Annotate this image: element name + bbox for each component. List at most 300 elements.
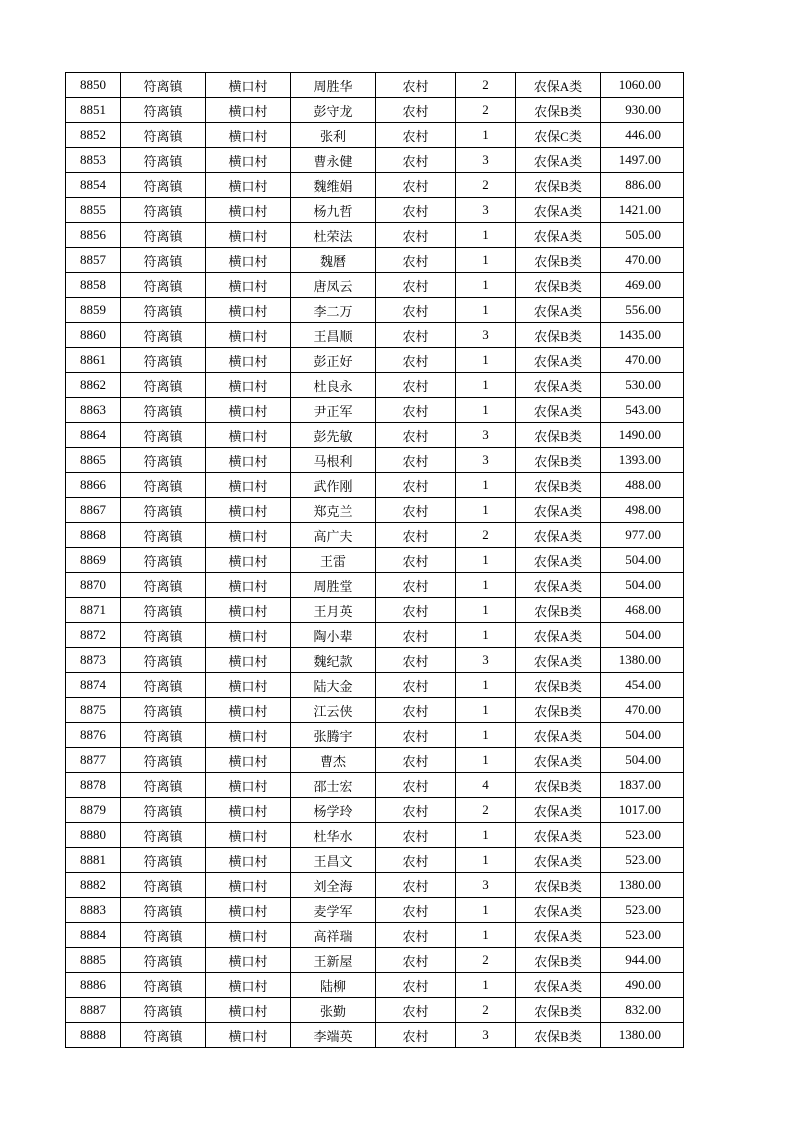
cell-id: 8862 <box>66 373 121 398</box>
table-row <box>66 598 684 623</box>
cell-category: 农保B类 <box>516 1023 601 1048</box>
cell-name: 张腾宇 <box>291 723 376 748</box>
cell-count: 2 <box>456 798 516 823</box>
cell-name: 马根利 <box>291 448 376 473</box>
cell-name: 麦学军 <box>291 898 376 923</box>
cell-type: 农村 <box>376 323 456 348</box>
cell-name: 王雷 <box>291 548 376 573</box>
cell-id: 8858 <box>66 273 121 298</box>
cell-count: 1 <box>456 748 516 773</box>
cell-town: 符离镇 <box>121 673 206 698</box>
cell-town: 符离镇 <box>121 573 206 598</box>
cell-count: 2 <box>456 998 516 1023</box>
cell-amount: 523.00 <box>601 823 684 848</box>
cell-village: 横口村 <box>206 248 291 273</box>
cell-village: 横口村 <box>206 873 291 898</box>
cell-category: 农保A类 <box>516 198 601 223</box>
cell-town: 符离镇 <box>121 423 206 448</box>
cell-town: 符离镇 <box>121 98 206 123</box>
table-row <box>66 723 684 748</box>
cell-town: 符离镇 <box>121 473 206 498</box>
cell-category: 农保C类 <box>516 123 601 148</box>
cell-name: 周胜华 <box>291 73 376 98</box>
cell-count: 1 <box>456 348 516 373</box>
table-row <box>66 448 684 473</box>
cell-village: 横口村 <box>206 1023 291 1048</box>
cell-type: 农村 <box>376 548 456 573</box>
cell-type: 农村 <box>376 523 456 548</box>
cell-name: 魏纪款 <box>291 648 376 673</box>
cell-amount: 1393.00 <box>601 448 684 473</box>
cell-category: 农保B类 <box>516 473 601 498</box>
cell-town: 符离镇 <box>121 348 206 373</box>
cell-village: 横口村 <box>206 223 291 248</box>
cell-town: 符离镇 <box>121 923 206 948</box>
cell-id: 8866 <box>66 473 121 498</box>
cell-count: 1 <box>456 973 516 998</box>
cell-type: 农村 <box>376 1023 456 1048</box>
cell-town: 符离镇 <box>121 873 206 898</box>
cell-name: 彭守龙 <box>291 98 376 123</box>
cell-count: 3 <box>456 323 516 348</box>
cell-count: 2 <box>456 523 516 548</box>
cell-id: 8878 <box>66 773 121 798</box>
cell-name: 高广夫 <box>291 523 376 548</box>
cell-name: 彭先敏 <box>291 423 376 448</box>
cell-name: 杨学玲 <box>291 798 376 823</box>
table-row <box>66 323 684 348</box>
cell-name: 江云侠 <box>291 698 376 723</box>
cell-amount: 446.00 <box>601 123 684 148</box>
table-row <box>66 798 684 823</box>
cell-town: 符离镇 <box>121 648 206 673</box>
cell-name: 尹正军 <box>291 398 376 423</box>
cell-count: 3 <box>456 448 516 473</box>
cell-count: 3 <box>456 873 516 898</box>
cell-town: 符离镇 <box>121 623 206 648</box>
cell-category: 农保A类 <box>516 848 601 873</box>
cell-count: 1 <box>456 123 516 148</box>
cell-village: 横口村 <box>206 473 291 498</box>
cell-count: 1 <box>456 673 516 698</box>
cell-amount: 530.00 <box>601 373 684 398</box>
cell-name: 陆柳 <box>291 973 376 998</box>
cell-count: 3 <box>456 198 516 223</box>
table-row <box>66 348 684 373</box>
cell-village: 横口村 <box>206 898 291 923</box>
cell-category: 农保A类 <box>516 923 601 948</box>
cell-type: 农村 <box>376 373 456 398</box>
cell-amount: 886.00 <box>601 173 684 198</box>
cell-type: 农村 <box>376 648 456 673</box>
cell-category: 农保B类 <box>516 248 601 273</box>
cell-village: 横口村 <box>206 798 291 823</box>
cell-count: 1 <box>456 223 516 248</box>
cell-amount: 1380.00 <box>601 1023 684 1048</box>
table-row <box>66 98 684 123</box>
cell-count: 1 <box>456 373 516 398</box>
cell-village: 横口村 <box>206 73 291 98</box>
table-row <box>66 498 684 523</box>
cell-town: 符离镇 <box>121 373 206 398</box>
cell-id: 8877 <box>66 748 121 773</box>
cell-id: 8887 <box>66 998 121 1023</box>
cell-count: 1 <box>456 248 516 273</box>
cell-type: 农村 <box>376 848 456 873</box>
cell-amount: 470.00 <box>601 348 684 373</box>
cell-town: 符离镇 <box>121 398 206 423</box>
cell-town: 符离镇 <box>121 723 206 748</box>
cell-amount: 504.00 <box>601 623 684 648</box>
cell-type: 农村 <box>376 498 456 523</box>
cell-category: 农保B类 <box>516 698 601 723</box>
cell-village: 横口村 <box>206 148 291 173</box>
cell-type: 农村 <box>376 73 456 98</box>
cell-type: 农村 <box>376 448 456 473</box>
cell-amount: 504.00 <box>601 548 684 573</box>
cell-town: 符离镇 <box>121 198 206 223</box>
cell-type: 农村 <box>376 773 456 798</box>
table-body <box>66 73 684 1048</box>
cell-count: 3 <box>456 148 516 173</box>
cell-village: 横口村 <box>206 398 291 423</box>
pension-table <box>65 72 684 1048</box>
cell-id: 8871 <box>66 598 121 623</box>
cell-category: 农保B类 <box>516 423 601 448</box>
cell-id: 8873 <box>66 648 121 673</box>
cell-name: 曹杰 <box>291 748 376 773</box>
cell-type: 农村 <box>376 273 456 298</box>
cell-town: 符离镇 <box>121 823 206 848</box>
cell-name: 杜荣法 <box>291 223 376 248</box>
cell-town: 符离镇 <box>121 223 206 248</box>
cell-category: 农保A类 <box>516 798 601 823</box>
cell-id: 8864 <box>66 423 121 448</box>
table-row <box>66 898 684 923</box>
cell-name: 唐凤云 <box>291 273 376 298</box>
cell-amount: 504.00 <box>601 748 684 773</box>
cell-amount: 1380.00 <box>601 648 684 673</box>
cell-category: 农保A类 <box>516 748 601 773</box>
cell-town: 符离镇 <box>121 798 206 823</box>
cell-amount: 523.00 <box>601 923 684 948</box>
cell-town: 符离镇 <box>121 898 206 923</box>
cell-name: 杨九哲 <box>291 198 376 223</box>
table-row <box>66 248 684 273</box>
cell-type: 农村 <box>376 573 456 598</box>
table-row <box>66 998 684 1023</box>
cell-category: 农保B类 <box>516 773 601 798</box>
cell-type: 农村 <box>376 798 456 823</box>
cell-amount: 556.00 <box>601 298 684 323</box>
cell-village: 横口村 <box>206 123 291 148</box>
table-row <box>66 873 684 898</box>
cell-name: 高祥瑞 <box>291 923 376 948</box>
cell-category: 农保A类 <box>516 973 601 998</box>
cell-village: 横口村 <box>206 173 291 198</box>
cell-town: 符离镇 <box>121 848 206 873</box>
cell-village: 横口村 <box>206 273 291 298</box>
cell-town: 符离镇 <box>121 248 206 273</box>
table-row <box>66 573 684 598</box>
cell-type: 农村 <box>376 723 456 748</box>
cell-amount: 1490.00 <box>601 423 684 448</box>
cell-amount: 469.00 <box>601 273 684 298</box>
cell-type: 农村 <box>376 673 456 698</box>
cell-name: 张利 <box>291 123 376 148</box>
cell-category: 农保A类 <box>516 648 601 673</box>
table-row <box>66 523 684 548</box>
cell-town: 符离镇 <box>121 698 206 723</box>
table-row <box>66 923 684 948</box>
table-row <box>66 948 684 973</box>
cell-category: 农保A类 <box>516 223 601 248</box>
cell-town: 符离镇 <box>121 148 206 173</box>
cell-id: 8885 <box>66 948 121 973</box>
cell-category: 农保B类 <box>516 998 601 1023</box>
cell-town: 符离镇 <box>121 773 206 798</box>
table-row <box>66 373 684 398</box>
cell-village: 横口村 <box>206 973 291 998</box>
cell-id: 8880 <box>66 823 121 848</box>
cell-village: 横口村 <box>206 298 291 323</box>
table-row <box>66 398 684 423</box>
cell-name: 魏维娟 <box>291 173 376 198</box>
cell-count: 2 <box>456 98 516 123</box>
cell-category: 农保B类 <box>516 173 601 198</box>
cell-amount: 523.00 <box>601 848 684 873</box>
cell-amount: 470.00 <box>601 698 684 723</box>
cell-id: 8888 <box>66 1023 121 1048</box>
cell-town: 符离镇 <box>121 598 206 623</box>
table-row <box>66 548 684 573</box>
cell-name: 武作刚 <box>291 473 376 498</box>
cell-type: 农村 <box>376 423 456 448</box>
cell-category: 农保A类 <box>516 898 601 923</box>
cell-id: 8861 <box>66 348 121 373</box>
cell-village: 横口村 <box>206 698 291 723</box>
cell-count: 2 <box>456 73 516 98</box>
cell-village: 横口村 <box>206 723 291 748</box>
cell-id: 8867 <box>66 498 121 523</box>
cell-amount: 468.00 <box>601 598 684 623</box>
cell-count: 1 <box>456 848 516 873</box>
cell-amount: 977.00 <box>601 523 684 548</box>
cell-amount: 1497.00 <box>601 148 684 173</box>
cell-count: 3 <box>456 648 516 673</box>
cell-id: 8863 <box>66 398 121 423</box>
cell-town: 符离镇 <box>121 748 206 773</box>
cell-category: 农保B类 <box>516 673 601 698</box>
cell-amount: 504.00 <box>601 723 684 748</box>
cell-count: 1 <box>456 598 516 623</box>
cell-category: 农保A类 <box>516 73 601 98</box>
cell-type: 农村 <box>376 623 456 648</box>
cell-town: 符离镇 <box>121 973 206 998</box>
cell-count: 2 <box>456 948 516 973</box>
cell-count: 1 <box>456 398 516 423</box>
cell-type: 农村 <box>376 873 456 898</box>
cell-id: 8886 <box>66 973 121 998</box>
cell-id: 8860 <box>66 323 121 348</box>
cell-village: 横口村 <box>206 823 291 848</box>
cell-name: 王昌顺 <box>291 323 376 348</box>
cell-id: 8875 <box>66 698 121 723</box>
cell-village: 横口村 <box>206 373 291 398</box>
cell-amount: 505.00 <box>601 223 684 248</box>
cell-amount: 1380.00 <box>601 873 684 898</box>
cell-type: 农村 <box>376 948 456 973</box>
cell-amount: 454.00 <box>601 673 684 698</box>
cell-name: 魏曆 <box>291 248 376 273</box>
cell-category: 农保B类 <box>516 273 601 298</box>
cell-town: 符离镇 <box>121 498 206 523</box>
cell-village: 横口村 <box>206 923 291 948</box>
cell-count: 1 <box>456 273 516 298</box>
cell-category: 农保A类 <box>516 548 601 573</box>
cell-village: 横口村 <box>206 848 291 873</box>
cell-name: 曹永健 <box>291 148 376 173</box>
cell-town: 符离镇 <box>121 523 206 548</box>
cell-count: 1 <box>456 473 516 498</box>
table-row <box>66 823 684 848</box>
cell-town: 符离镇 <box>121 273 206 298</box>
cell-id: 8882 <box>66 873 121 898</box>
cell-count: 4 <box>456 773 516 798</box>
cell-type: 农村 <box>376 598 456 623</box>
cell-name: 刘全海 <box>291 873 376 898</box>
cell-village: 横口村 <box>206 773 291 798</box>
table-row <box>66 648 684 673</box>
cell-category: 农保A类 <box>516 498 601 523</box>
table-row <box>66 148 684 173</box>
cell-village: 横口村 <box>206 548 291 573</box>
cell-type: 农村 <box>376 998 456 1023</box>
cell-count: 1 <box>456 923 516 948</box>
cell-type: 农村 <box>376 898 456 923</box>
cell-id: 8857 <box>66 248 121 273</box>
cell-amount: 523.00 <box>601 898 684 923</box>
cell-count: 1 <box>456 898 516 923</box>
cell-category: 农保A类 <box>516 298 601 323</box>
table-row <box>66 173 684 198</box>
cell-amount: 498.00 <box>601 498 684 523</box>
cell-name: 张勤 <box>291 998 376 1023</box>
cell-name: 王昌文 <box>291 848 376 873</box>
cell-village: 横口村 <box>206 673 291 698</box>
cell-village: 横口村 <box>206 523 291 548</box>
cell-amount: 470.00 <box>601 248 684 273</box>
cell-type: 农村 <box>376 348 456 373</box>
cell-town: 符离镇 <box>121 948 206 973</box>
cell-name: 陆大金 <box>291 673 376 698</box>
cell-amount: 944.00 <box>601 948 684 973</box>
cell-village: 横口村 <box>206 648 291 673</box>
cell-town: 符离镇 <box>121 323 206 348</box>
cell-village: 横口村 <box>206 998 291 1023</box>
cell-town: 符离镇 <box>121 1023 206 1048</box>
cell-category: 农保A类 <box>516 723 601 748</box>
cell-type: 农村 <box>376 698 456 723</box>
cell-id: 8852 <box>66 123 121 148</box>
cell-id: 8869 <box>66 548 121 573</box>
cell-type: 农村 <box>376 223 456 248</box>
cell-name: 陶小辈 <box>291 623 376 648</box>
cell-id: 8881 <box>66 848 121 873</box>
cell-village: 横口村 <box>206 748 291 773</box>
cell-name: 杜良永 <box>291 373 376 398</box>
cell-category: 农保A类 <box>516 148 601 173</box>
cell-count: 1 <box>456 573 516 598</box>
cell-type: 农村 <box>376 298 456 323</box>
cell-category: 农保A类 <box>516 398 601 423</box>
table-row <box>66 423 684 448</box>
cell-type: 农村 <box>376 973 456 998</box>
cell-amount: 1060.00 <box>601 73 684 98</box>
table-row <box>66 1023 684 1048</box>
cell-village: 横口村 <box>206 948 291 973</box>
cell-category: 农保B类 <box>516 98 601 123</box>
cell-name: 彭正好 <box>291 348 376 373</box>
cell-id: 8876 <box>66 723 121 748</box>
cell-town: 符离镇 <box>121 123 206 148</box>
cell-id: 8879 <box>66 798 121 823</box>
cell-village: 横口村 <box>206 198 291 223</box>
cell-amount: 490.00 <box>601 973 684 998</box>
cell-id: 8884 <box>66 923 121 948</box>
cell-name: 邵士宏 <box>291 773 376 798</box>
cell-category: 农保A类 <box>516 373 601 398</box>
cell-count: 1 <box>456 698 516 723</box>
table-row <box>66 73 684 98</box>
cell-category: 农保A类 <box>516 573 601 598</box>
cell-count: 1 <box>456 723 516 748</box>
cell-id: 8850 <box>66 73 121 98</box>
cell-amount: 1435.00 <box>601 323 684 348</box>
table-row <box>66 698 684 723</box>
table-row <box>66 123 684 148</box>
cell-village: 横口村 <box>206 323 291 348</box>
table-row <box>66 223 684 248</box>
cell-id: 8851 <box>66 98 121 123</box>
cell-amount: 930.00 <box>601 98 684 123</box>
cell-town: 符离镇 <box>121 998 206 1023</box>
cell-id: 8853 <box>66 148 121 173</box>
table-row <box>66 298 684 323</box>
cell-name: 李端英 <box>291 1023 376 1048</box>
cell-category: 农保B类 <box>516 948 601 973</box>
cell-count: 3 <box>456 1023 516 1048</box>
table-row <box>66 473 684 498</box>
cell-type: 农村 <box>376 248 456 273</box>
cell-id: 8865 <box>66 448 121 473</box>
table-row <box>66 623 684 648</box>
cell-count: 1 <box>456 623 516 648</box>
cell-town: 符离镇 <box>121 173 206 198</box>
cell-name: 李二万 <box>291 298 376 323</box>
cell-name: 周胜堂 <box>291 573 376 598</box>
cell-name: 郑克兰 <box>291 498 376 523</box>
cell-name: 王新屋 <box>291 948 376 973</box>
cell-village: 横口村 <box>206 498 291 523</box>
cell-amount: 488.00 <box>601 473 684 498</box>
cell-name: 杜华水 <box>291 823 376 848</box>
cell-count: 3 <box>456 423 516 448</box>
cell-type: 农村 <box>376 923 456 948</box>
cell-category: 农保B类 <box>516 598 601 623</box>
cell-category: 农保A类 <box>516 523 601 548</box>
cell-village: 横口村 <box>206 348 291 373</box>
